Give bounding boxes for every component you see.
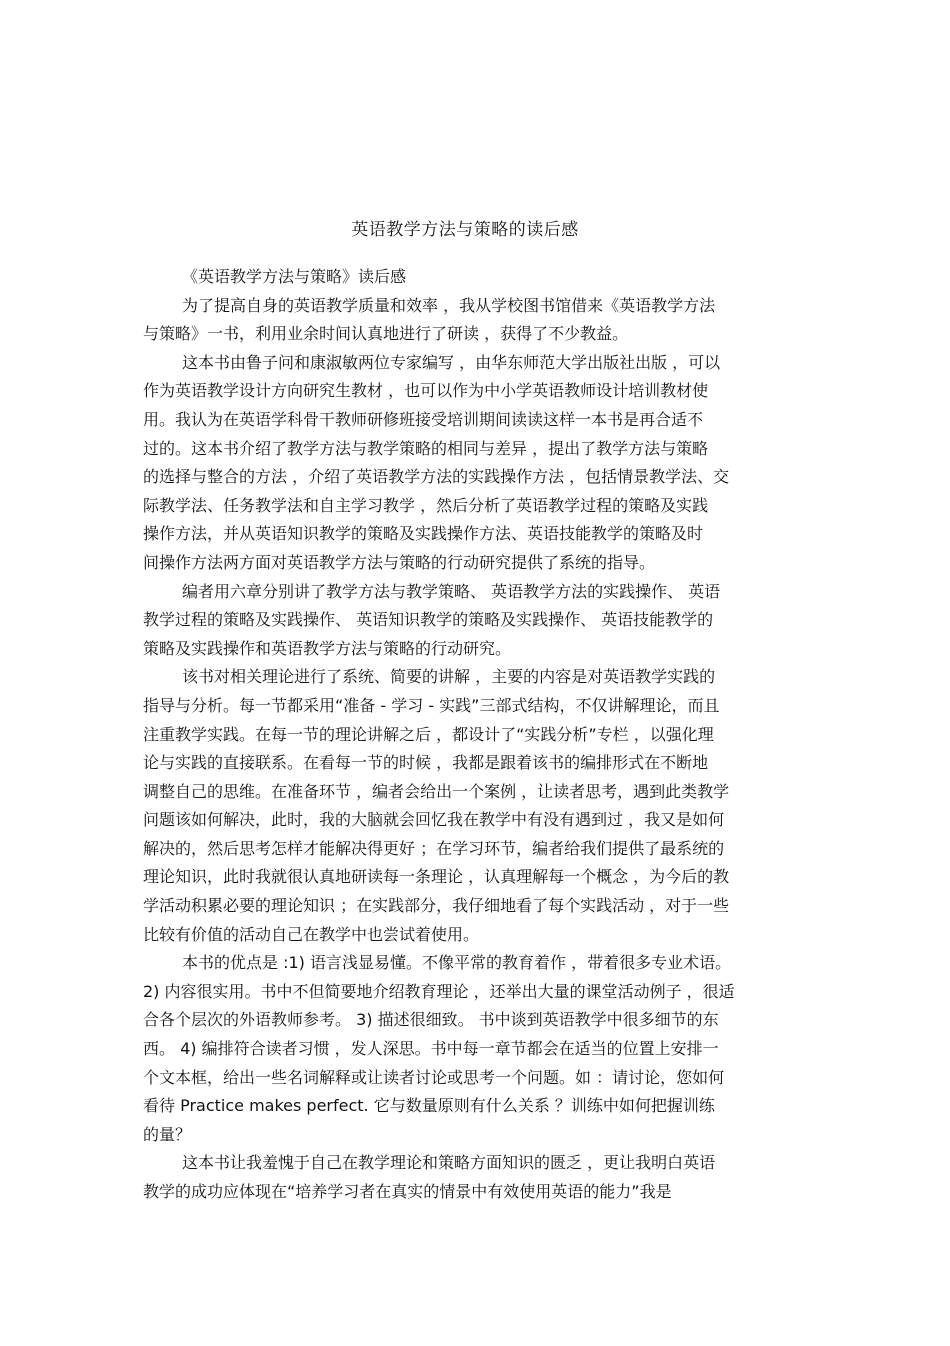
body-line: 指导与分析。每一节都采用“准备 - 学习 - 实践”三部式结构，不仅讲解理论，而且 — [143, 695, 720, 715]
body-line: 西。 4) 编排符合读者习惯 ，发人深思。书中每一章节都会在适当的位置上安排一 — [143, 1039, 719, 1059]
body-line: 个文本框，给出一些名词解释或让读者讨论或思考一个问题。如 ：请讨论，您如何 — [143, 1067, 725, 1087]
body-line: 操作方法，并从英语知识教学的策略及实践操作方法、英语技能教学的策略及时 — [143, 524, 704, 544]
body-line: 用。我认为在英语学科骨干教师研修班接受培训期间读读这样一本书是再合适不 — [143, 409, 704, 429]
body-line: 论与实践的直接联系。在看每一节的时候 ，我都是跟着该书的编排形式在不断地 — [143, 753, 709, 773]
body-line: 看待 Practice makes perfect. 它与数量原则有什么关系 ？训练中如何把握训练 — [143, 1096, 715, 1116]
body-line: 与策略》一书，利用业余时间认真地进行了研读 ，获得了不少教益。 — [143, 324, 629, 344]
body-line: 间操作方法两方面对英语教学方法与策略的行动研究提供了系统的指导。 — [143, 552, 656, 572]
body-line: 调整自己的思维。在准备环节 ，编者会给出一个案例 ，让读者思考，遇到此类教学 — [143, 781, 730, 801]
body-line: 本书的优点是 :1) 语言浅显易懂。不像平常的教育着作 ，带着很多专业术语。 — [182, 953, 732, 973]
body-line: 问题该如何解决，此时，我的大脑就会回忆我在教学中有没有遇到过 ，我又是如何 — [143, 810, 725, 830]
body-line: 这本书由鲁子问和康淑敏两位专家编写 ，由华东师范大学出版社出版 ，可以 — [182, 352, 721, 372]
body-line: 教学过程的策略及实践操作、 英语知识教学的策略及实践操作、 英语技能教学的 — [143, 610, 714, 630]
body-line: 合各个层次的外语教师参考。 3) 描述很细致。 书中谈到英语教学中很多细节的东 — [143, 1010, 719, 1030]
body-line: 《英语教学方法与策略》读后感 — [182, 267, 407, 286]
body-line: 比较有价值的活动自己在教学中也尝试着使用。 — [143, 924, 480, 944]
body-line: 的量？ — [143, 1124, 192, 1144]
body-line: 2) 内容很实用。书中不但简要地介绍教育理论 ，还举出大量的课堂活动例子 ，很适 — [143, 981, 735, 1001]
body-line: 编者用六章分别讲了教学方法与教学策略、 英语教学方法的实践操作、 英语 — [182, 581, 721, 601]
body-line: 学活动积累必要的理论知识 ；在实践部分，我仔细地看了每个实践活动 ，对于一些 — [143, 896, 730, 916]
body-line: 际教学法、任务教学法和自主学习教学 ，然后分析了英语教学过程的策略及实践 — [143, 495, 709, 515]
body-line: 的选择与整合的方法 ，介绍了英语教学方法的实践操作方法 ，包括情景教学法、交 — [143, 467, 730, 487]
body-line: 为了提高自身的英语教学质量和效率 ，我从学校图书馆借来《英语教学方法 — [182, 295, 716, 315]
body-line: 解决的，然后思考怎样才能解决得更好 ；在学习环节，编者给我们提供了最系统的 — [143, 838, 725, 858]
body-line: 该书对相关理论进行了系统、简要的讲解 ，主要的内容是对英语教学实践的 — [182, 667, 716, 687]
body-line: 理论知识，此时我就很认真地研读每一条理论 ，认真理解每一个概念 ，为今后的教 — [143, 867, 730, 887]
body-line: 策略及实践操作和英语教学方法与策略的行动研究。 — [143, 638, 512, 658]
body-line: 过的。这本书介绍了教学方法与教学策略的相同与差异 ，提出了教学方法与策略 — [143, 438, 709, 458]
body-line: 这本书让我羞愧于自己在教学理论和策略方面知识的匮乏 ，更让我明白英语 — [182, 1153, 716, 1173]
document-title: 英语教学方法与策略的读后感 — [351, 220, 579, 240]
body-line: 作为英语教学设计方向研究生教材 ，也可以作为中小学英语教师设计培训教材使 — [143, 381, 709, 401]
body-line: 注重教学实践。在每一节的理论讲解之后 ，都设计了“实践分析”专栏 ，以强化理 — [143, 724, 714, 744]
body-line: 教学的成功应体现在“培养学习者在真实的情景中有效使用英语的能力”我是 — [143, 1182, 672, 1201]
document-body — [143, 263, 808, 1207]
